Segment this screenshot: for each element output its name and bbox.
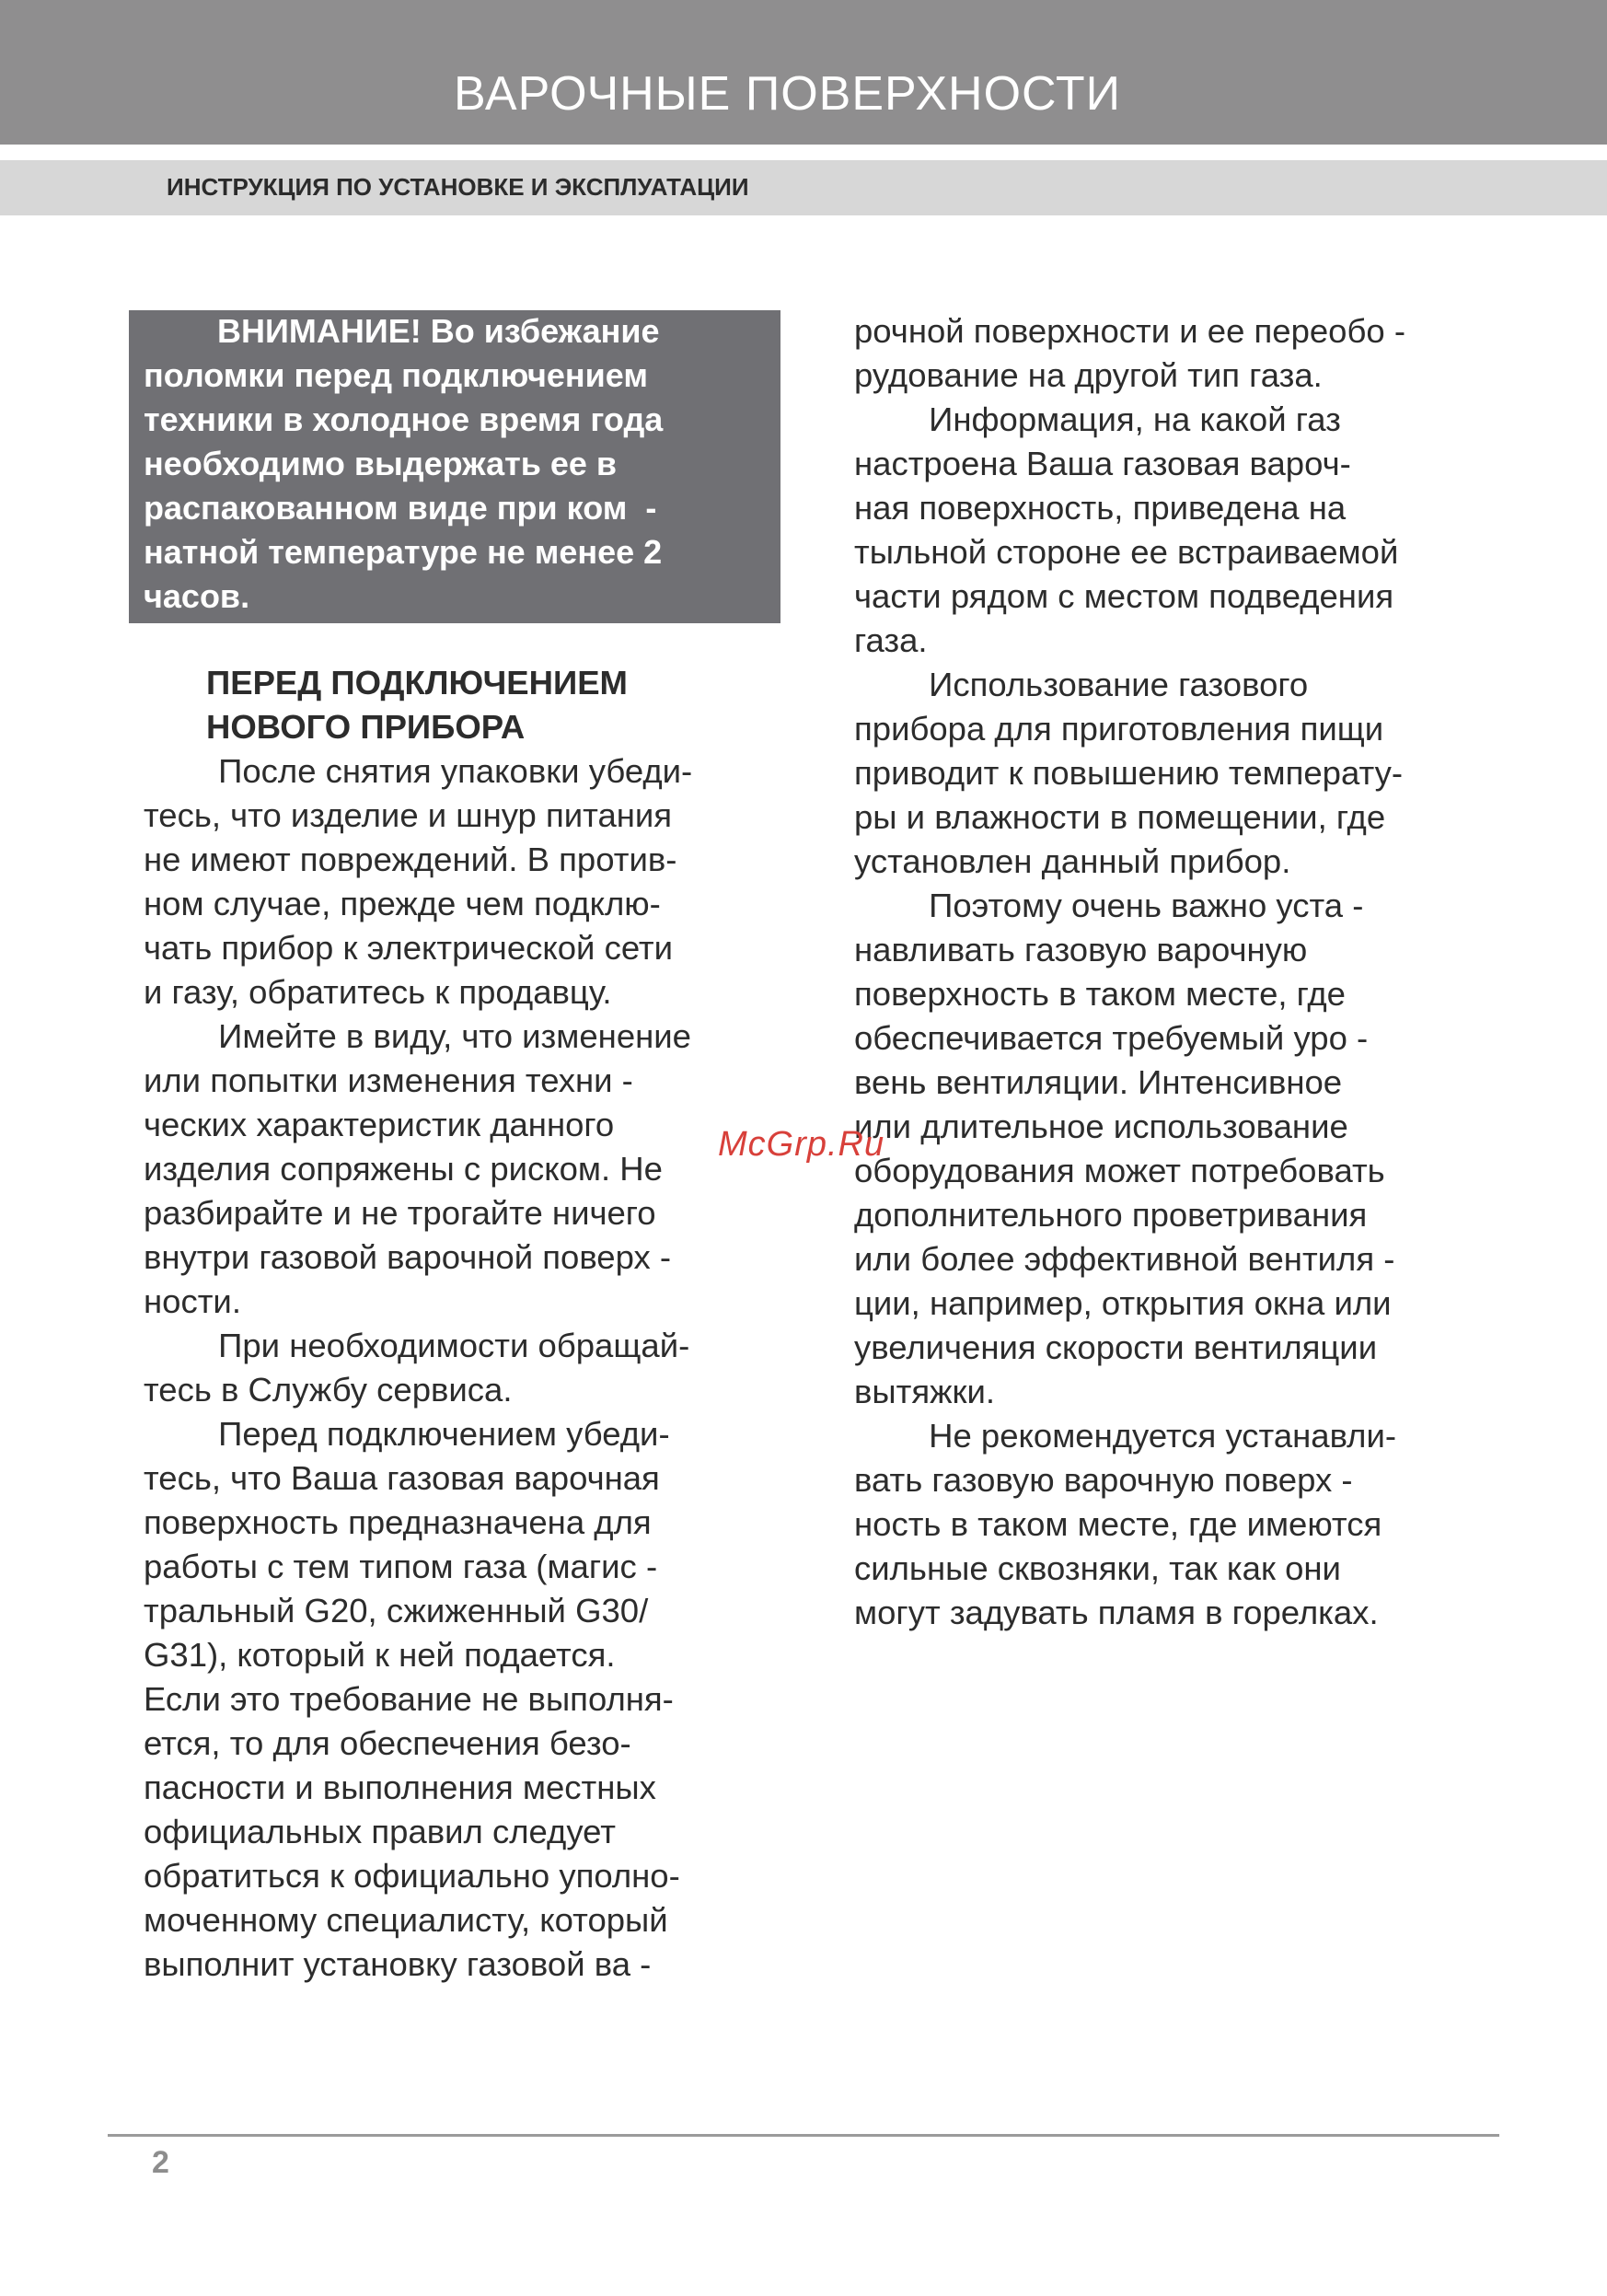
body-line: вень вентиляции. Интенсивное	[854, 1063, 1343, 1101]
body-line: ном случае, прежде чем подклю-	[144, 885, 661, 922]
section-heading: ПЕРЕД ПОДКЛЮЧЕНИЕМ	[206, 664, 628, 702]
body-line: прибора для приготовления пищи	[854, 710, 1384, 748]
body-line: навливать газовую варочную	[854, 931, 1308, 968]
page-number: 2	[152, 2145, 169, 2180]
body-line: оборудования может потребовать	[854, 1152, 1385, 1189]
body-line: части рядом с местом подведения	[854, 577, 1394, 615]
body-line: или более эффективной вентиля -	[854, 1240, 1395, 1278]
body-line: рудование на другой тип газа.	[854, 356, 1323, 394]
body-line: тесь, что Ваша газовая варочная	[144, 1459, 660, 1497]
body-line: ность в таком месте, где имеются	[854, 1505, 1382, 1543]
watermark: McGrp.Ru	[718, 1125, 885, 1164]
body-line: После снятия упаковки убеди-	[144, 752, 693, 790]
body-line: внутри газовой варочной поверх -	[144, 1238, 672, 1276]
body-line: увеличения скорости вентиляции	[854, 1328, 1378, 1366]
body-line: Если это требование не выполня-	[144, 1680, 674, 1718]
body-line: поверхность в таком месте, где	[854, 975, 1346, 1013]
body-line: вать газовую варочную поверх -	[854, 1461, 1353, 1499]
warning-line: поломки перед подключением	[144, 356, 648, 394]
body-line: Использование газового	[854, 666, 1309, 703]
body-line: обратиться к официально уполно-	[144, 1857, 680, 1895]
warning-line: техники в холодное время года	[144, 400, 664, 438]
body-line: Не рекомендуется устанавли-	[854, 1417, 1396, 1455]
body-line: чать прибор к электрической сети	[144, 929, 674, 967]
body-line: дополнительного проветривания	[854, 1196, 1368, 1234]
body-line: вытяжки.	[854, 1373, 996, 1410]
body-line: ции, например, открытия окна или	[854, 1284, 1392, 1322]
body-line: ры и влажности в помещении, где	[854, 798, 1386, 836]
body-line: рочной поверхности и ее переобо -	[854, 312, 1405, 350]
section-heading: НОВОГО ПРИБОРА	[206, 708, 526, 746]
body-line: При необходимости обращай-	[144, 1327, 690, 1364]
body-line: Перед подключением убеди-	[144, 1415, 670, 1453]
body-line: обеспечивается требуемый уро -	[854, 1019, 1369, 1057]
body-line: G31), который к ней подается.	[144, 1636, 616, 1674]
body-line: газа.	[854, 621, 928, 659]
body-line: выполнит установку газовой ва -	[144, 1945, 652, 1983]
body-line: тесь, что изделие и шнур питания	[144, 796, 673, 834]
body-line: ческих характеристик данного	[144, 1106, 615, 1143]
body-line: поверхность предназначена для	[144, 1503, 652, 1541]
body-line: тыльной стороне ее встраиваемой	[854, 533, 1399, 571]
body-line: могут задувать пламя в горелках.	[854, 1594, 1379, 1631]
page-title: ВАРОЧНЫЕ ПОВЕРХНОСТИ	[453, 67, 1121, 121]
body-line: или длительное использование	[854, 1107, 1348, 1145]
body-line: Поэтому очень важно уста -	[854, 887, 1364, 924]
body-line: официальных правил следует	[144, 1813, 616, 1850]
body-line: или попытки изменения техни -	[144, 1061, 633, 1099]
body-line: пасности и выполнения местных	[144, 1768, 656, 1806]
warning-line: ВНИМАНИЕ! Во избежание	[144, 312, 660, 350]
body-line: ности.	[144, 1282, 241, 1320]
warning-line: часов.	[144, 577, 250, 615]
body-line: ная поверхность, приведена на	[854, 489, 1347, 527]
section-subtitle: ИНСТРУКЦИЯ ПО УСТАНОВКЕ И ЭКСПЛУАТАЦИИ	[167, 173, 749, 201]
body-line: работы с тем типом газа (магис -	[144, 1548, 658, 1585]
warning-line: необходимо выдержать ее в	[144, 445, 618, 482]
body-line: Информация, на какой газ	[854, 400, 1341, 438]
body-line: ется, то для обеспечения безо-	[144, 1724, 631, 1762]
body-line: сильные сквозняки, так как они	[854, 1549, 1341, 1587]
body-line: настроена Ваша газовая вароч-	[854, 445, 1351, 482]
footer-divider	[108, 2134, 1499, 2137]
body-line: тральный G20, сжиженный G30/	[144, 1592, 649, 1629]
body-line: изделия сопряжены с риском. Не	[144, 1150, 663, 1188]
warning-line: натной температуре не менее 2	[144, 533, 663, 571]
body-line: тесь в Службу сервиса.	[144, 1371, 513, 1409]
body-line: моченному специалисту, который	[144, 1901, 668, 1939]
body-line: приводит к повышению температу-	[854, 754, 1404, 792]
body-line: не имеют повреждений. В против-	[144, 841, 677, 878]
body-line: разбирайте и не трогайте ничего	[144, 1194, 656, 1232]
body-line: и газу, обратитесь к продавцу.	[144, 973, 612, 1011]
body-line: установлен данный прибор.	[854, 842, 1291, 880]
body-line: Имейте в виду, что изменение	[144, 1017, 691, 1055]
warning-line: распакованном виде при ком -	[144, 489, 657, 527]
